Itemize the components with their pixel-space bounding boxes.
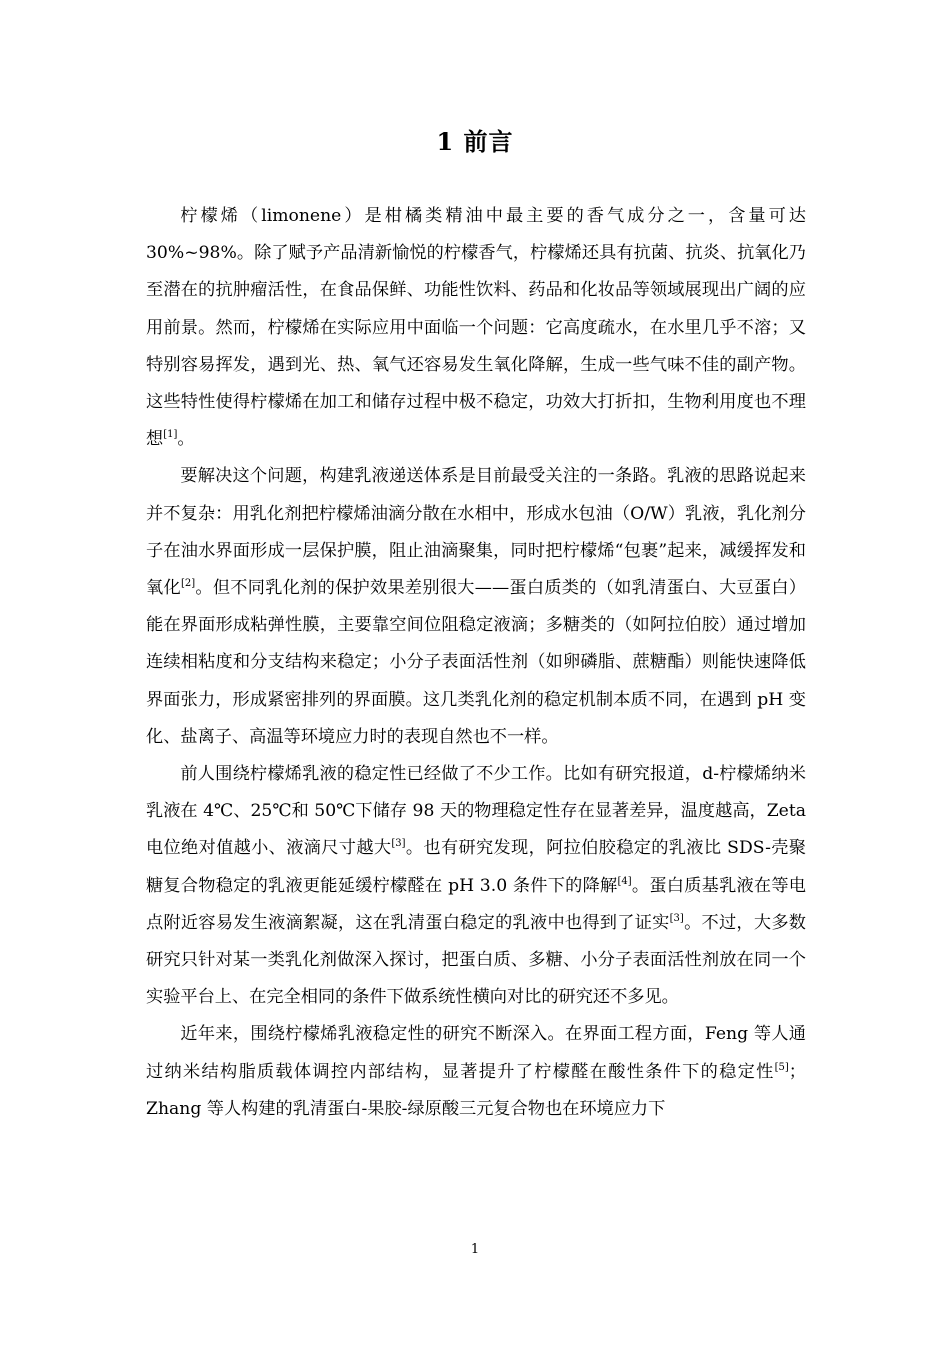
paragraph-text: 。 [177, 429, 195, 450]
body-text [146, 198, 806, 1128]
paragraph-text: 。也有研究发现，阿拉伯胶稳定的乳液比 SDS-壳聚糖复合物稳定的乳液更能延缓柠檬醛在 pH 3.0 条件下的降解 [146, 838, 806, 896]
paragraph-text: 。蛋白质基乳液在等电点附近容易发生液滴絮凝，这在乳清蛋白稳定的乳液中也得到了证实 [146, 875, 806, 933]
citation-ref: [3] [669, 912, 684, 924]
paragraph-3 [146, 756, 806, 1016]
paragraph-text: 前人围绕柠檬烯乳液的稳定性已经做了不少工作。比如有研究报道，d-柠檬烯纳米乳液在 4℃、25℃和 50℃下储存 98 天的物理稳定性存在显著差异，温度越高，Zeta 电位绝对值越小、液滴尺寸越大 [146, 764, 806, 859]
citation-ref: [1] [163, 429, 178, 441]
citation-ref: [5] [774, 1061, 789, 1073]
paragraph-text: 。但不同乳化剂的保护效果差别很大——蛋白质类的（如乳清蛋白、大豆蛋白）能在界面形成粘弹性膜，主要靠空间位阻稳定液滴；多糖类的（如阿拉伯胶）通过增加连续相粘度和分支结构来稳定；小分子表面活性剂（如卵磷脂、蔗糖酯）则能快速降低界面张力，形成紧密排列的界面膜。这几类乳化剂的稳定机制本质不同，在遇到 pH 变化、盐离子、高温等环境应力时的表现自然也不一样。 [146, 578, 806, 747]
paragraph-4 [146, 1016, 806, 1128]
paragraph-text: 柠檬烯（limonene）是柑橘类精油中最主要的香气成分之一，含量可达30%~98%。除了赋予产品清新愉悦的柠檬香气，柠檬烯还具有抗菌、抗炎、抗氧化乃至潜在的抗肿瘤活性，在食品保鲜、功能性饮料、药品和化妆品等领域展现出广阔的应用前景。然而，柠檬烯在实际应用中面临一个问题：它高度疏水，在水里几乎不溶；又特别容易挥发，遇到光、热、氧气还容易发生氧化降解，生成一些气味不佳的副产物。这些特性使得柠檬烯在加工和储存过程中极不稳定，功效大打折扣，生物利用度也不理想 [146, 206, 806, 450]
section-title: 1 前言 [436, 127, 514, 156]
paragraph-2 [146, 458, 806, 756]
paragraph-text: 。不过，大多数研究只针对某一类乳化剂做深入探讨，把蛋白质、多糖、小分子表面活性剂放在同一个实验平台上、在完全相同的条件下做系统性横向对比的研究还不多见。 [146, 912, 806, 1008]
paragraph-text: ；Zhang 等人构建的乳清蛋白-果胶-绿原酸三元复合物也在环境应力下 [146, 1061, 806, 1119]
page-number: 1 [470, 1242, 480, 1257]
citation-ref: [4] [617, 875, 632, 887]
paragraph-1 [146, 198, 806, 458]
citation-ref: [2] [180, 578, 196, 590]
paragraph-text: 近年来，围绕柠檬烯乳液稳定性的研究不断深入。在界面工程方面，Feng 等人通过纳米结构脂质载体调控内部结构，显著提升了柠檬醛在酸性条件下的稳定性 [146, 1024, 806, 1082]
citation-ref: [3] [391, 838, 406, 850]
paragraph-text: 要解决这个问题，构建乳液递送体系是目前最受关注的一条路。乳液的思路说起来并不复杂：用乳化剂把柠檬烯油滴分散在水相中，形成水包油（O/W）乳液，乳化剂分子在油水界面形成一层保护膜，阻止油滴聚集，同时把柠檬烯“包裹”起来，减缓挥发和氧化 [146, 466, 806, 599]
